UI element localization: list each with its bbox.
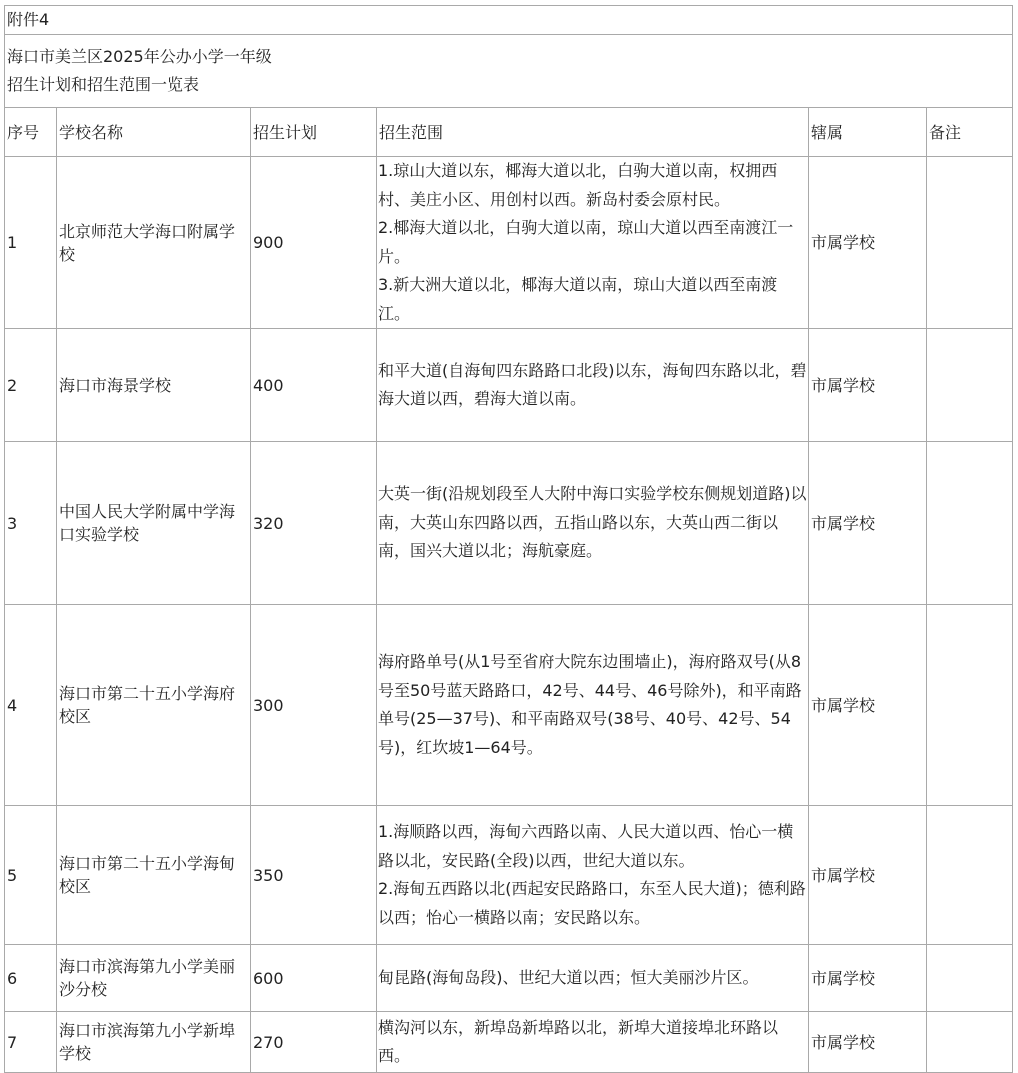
row-plan: 600 — [251, 945, 377, 1012]
row-remark — [927, 1012, 1013, 1073]
row-remark — [927, 605, 1013, 806]
row-school-name: 海口市滨海第九小学新埠学校 — [57, 1012, 251, 1073]
range-paragraph: 大英一街(沿规划段至人大附中海口实验学校东侧规划道路)以南，大英山东四路以西，五指山路以东，大英山西二街以南，国兴大道以北；海航豪庭。 — [378, 484, 807, 561]
row-affiliation: 市属学校 — [809, 1012, 927, 1073]
title-row — [5, 35, 1013, 108]
row-remark — [927, 806, 1013, 945]
attachment-row — [5, 6, 1013, 35]
row-seq: 7 — [5, 1012, 57, 1073]
row-plan: 300 — [251, 605, 377, 806]
table-row — [5, 329, 1013, 442]
header-plan: 招生计划 — [251, 108, 377, 157]
row-range — [377, 1012, 809, 1073]
row-affiliation: 市属学校 — [809, 605, 927, 806]
row-seq: 6 — [5, 945, 57, 1012]
header-row — [5, 108, 1013, 157]
table-row — [5, 442, 1013, 605]
row-seq: 5 — [5, 806, 57, 945]
row-plan: 350 — [251, 806, 377, 945]
attachment-label: 附件4 — [5, 6, 1013, 35]
row-seq: 2 — [5, 329, 57, 442]
row-school-name: 海口市第二十五小学海府校区 — [57, 605, 251, 806]
row-seq: 4 — [5, 605, 57, 806]
row-range — [377, 329, 809, 442]
row-affiliation: 市属学校 — [809, 806, 927, 945]
header-remark: 备注 — [927, 108, 1013, 157]
table-row — [5, 1012, 1013, 1073]
row-remark — [927, 442, 1013, 605]
row-range — [377, 945, 809, 1012]
row-affiliation: 市属学校 — [809, 157, 927, 329]
row-school-name: 海口市第二十五小学海甸校区 — [57, 806, 251, 945]
header-school: 学校名称 — [57, 108, 251, 157]
row-range — [377, 806, 809, 945]
range-paragraph: 横沟河以东，新埠岛新埠路以北，新埠大道接埠北环路以西。 — [378, 1017, 779, 1065]
table-row — [5, 945, 1013, 1012]
row-plan: 270 — [251, 1012, 377, 1073]
row-affiliation: 市属学校 — [809, 945, 927, 1012]
table-row — [5, 157, 1013, 329]
row-affiliation: 市属学校 — [809, 329, 927, 442]
range-paragraph: 海府路单号(从1号至省府大院东边围墙止)，海府路双号(从8号至50号蓝天路路口，42号、44号、46号除外)，和平南路单号(25—37号)、和平南路双号(38号、40号、42号、54号)，红坎坡1—64号。 — [378, 652, 802, 757]
range-paragraph: 2.椰海大道以北，白驹大道以南，琼山大道以西至南渡江一片。 — [378, 218, 794, 266]
row-school-name: 北京师范大学海口附属学校 — [57, 157, 251, 329]
table-row — [5, 806, 1013, 945]
range-paragraph: 2.海甸五西路以北(西起安民路路口，东至人民大道)；德利路以西；怡心一横路以南；安民路以东。 — [378, 879, 806, 927]
range-paragraph: 1.海顺路以西，海甸六西路以南、人民大道以西、怡心一横路以北，安民路(全段)以西，世纪大道以东。 — [378, 822, 794, 870]
row-range — [377, 605, 809, 806]
header-range: 招生范围 — [377, 108, 809, 157]
row-plan: 900 — [251, 157, 377, 329]
title-line-1: 海口市美兰区2025年公办小学一年级 — [7, 47, 272, 66]
row-affiliation: 市属学校 — [809, 442, 927, 605]
enrollment-table — [4, 5, 1013, 1073]
table-title — [5, 35, 1013, 108]
header-affiliation: 辖属 — [809, 108, 927, 157]
range-paragraph: 甸昆路(海甸岛段)、世纪大道以西；恒大美丽沙片区。 — [378, 967, 759, 987]
row-plan: 400 — [251, 329, 377, 442]
row-range — [377, 157, 809, 329]
row-plan: 320 — [251, 442, 377, 605]
range-paragraph: 3.新大洲大道以北，椰海大道以南，琼山大道以西至南渡江。 — [378, 275, 778, 323]
table-body — [5, 157, 1013, 1073]
range-paragraph: 1.琼山大道以东，椰海大道以北，白驹大道以南，权拥西村、美庄小区、用创村以西。新岛村委会原村民。 — [378, 161, 778, 209]
row-school-name: 中国人民大学附属中学海口实验学校 — [57, 442, 251, 605]
row-remark — [927, 945, 1013, 1012]
row-seq: 1 — [5, 157, 57, 329]
row-school-name: 海口市海景学校 — [57, 329, 251, 442]
row-range — [377, 442, 809, 605]
row-remark — [927, 157, 1013, 329]
row-seq: 3 — [5, 442, 57, 605]
row-remark — [927, 329, 1013, 442]
row-school-name: 海口市滨海第九小学美丽沙分校 — [57, 945, 251, 1012]
range-paragraph: 和平大道(自海甸四东路路口北段)以东，海甸四东路以北，碧海大道以西，碧海大道以南。 — [378, 360, 807, 408]
header-seq: 序号 — [5, 108, 57, 157]
table-row — [5, 605, 1013, 806]
title-line-2: 招生计划和招生范围一览表 — [7, 75, 200, 94]
